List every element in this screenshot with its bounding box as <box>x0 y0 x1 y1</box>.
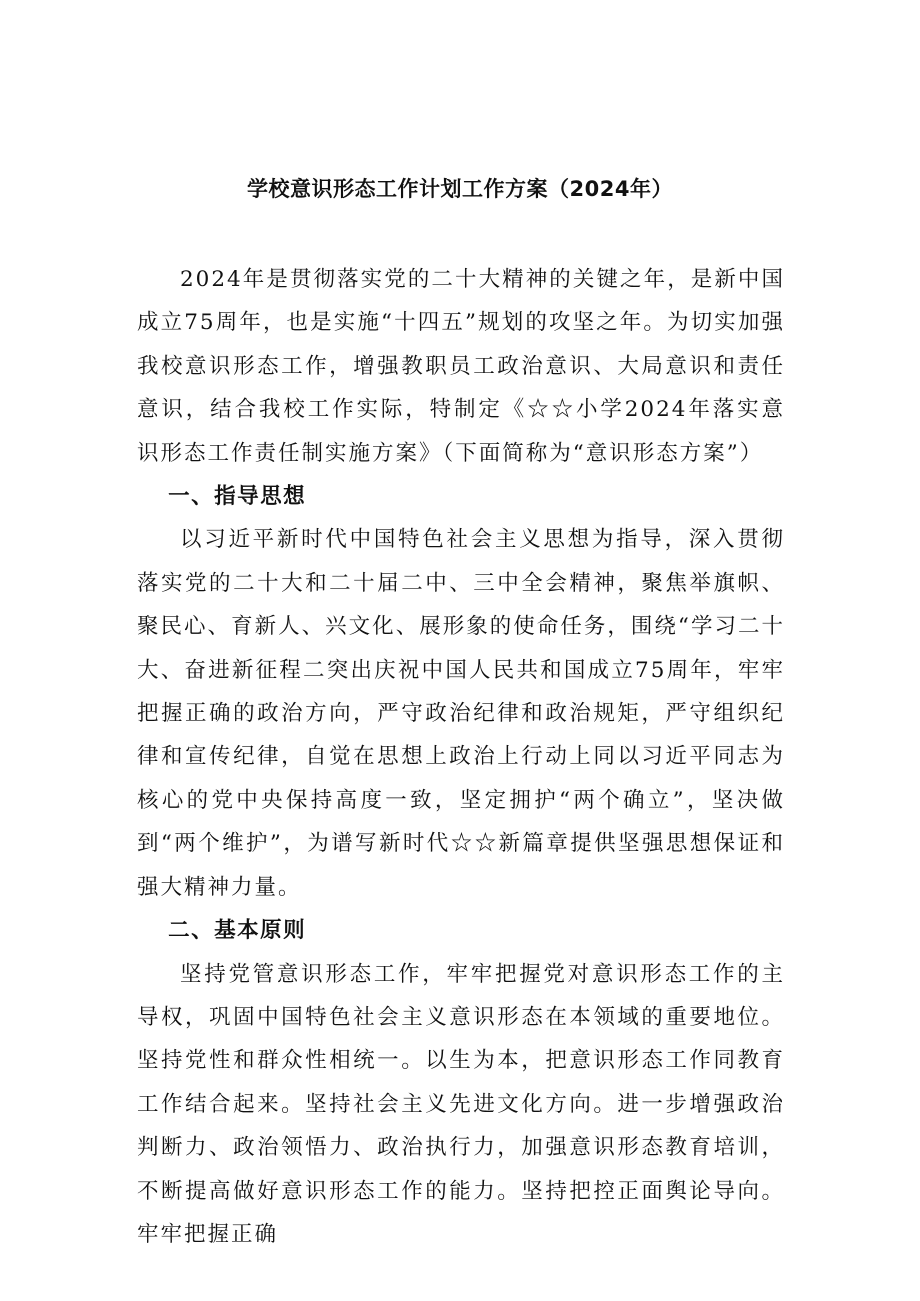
section-heading-basic-principles: 二、基本原则 <box>168 918 307 944</box>
intro-paragraph: 2024年是贯彻落实党的二十大精神的关键之年，是新中国成立75周年，也是实施“十四五”规划的攻坚之年。为切实加强我校意识形态工作，增强教职员工政治意识、大局意识和责任意识，结合我校工作实际，特制定《☆☆小学2024年落实意识形态工作责任制实施方案》（下面简称为“意识形态方案”） <box>137 267 785 466</box>
document-title: 学校意识形态工作计划工作方案（2024年） <box>247 177 673 201</box>
section-paragraph-guiding-ideology: 以习近平新时代中国特色社会主义思想为指导，深入贯彻落实党的二十大和二十届二中、三中全会精神，聚焦举旗帜、聚民心、育新人、兴文化、展形象的使命任务，围绕“学习二十大、奋进新征程二突出庆祝中国人民共和国成立75周年，牢牢把握正确的政治方向，严守政治纪律和政治规矩，严守组织纪律和宣传纪律，自觉在思想上政治上行动上同以习近平同志为核心的党中央保持高度一致，坚定拥护“两个确立”，坚决做到“两个维护”，为谱写新时代☆☆新篇章提供坚强思想保证和强大精神力量。 <box>137 527 785 900</box>
document-body <box>137 258 785 1256</box>
section-heading-guiding-ideology: 一、指导思想 <box>168 484 307 510</box>
section-paragraph-basic-principles: 坚持党管意识形态工作，牢牢把握党对意识形态工作的主导权，巩固中国特色社会主义意识形态在本领域的重要地位。坚持党性和群众性相统一。以生为本，把意识形态工作同教育工作结合起来。坚持社会主义先进文化方向。进一步增强政治判断力、政治领悟力、政治执行力，加强意识形态教育培训，不断提高做好意识形态工作的能力。坚持把控正面舆论导向。牢牢把握正确 <box>137 961 785 1247</box>
